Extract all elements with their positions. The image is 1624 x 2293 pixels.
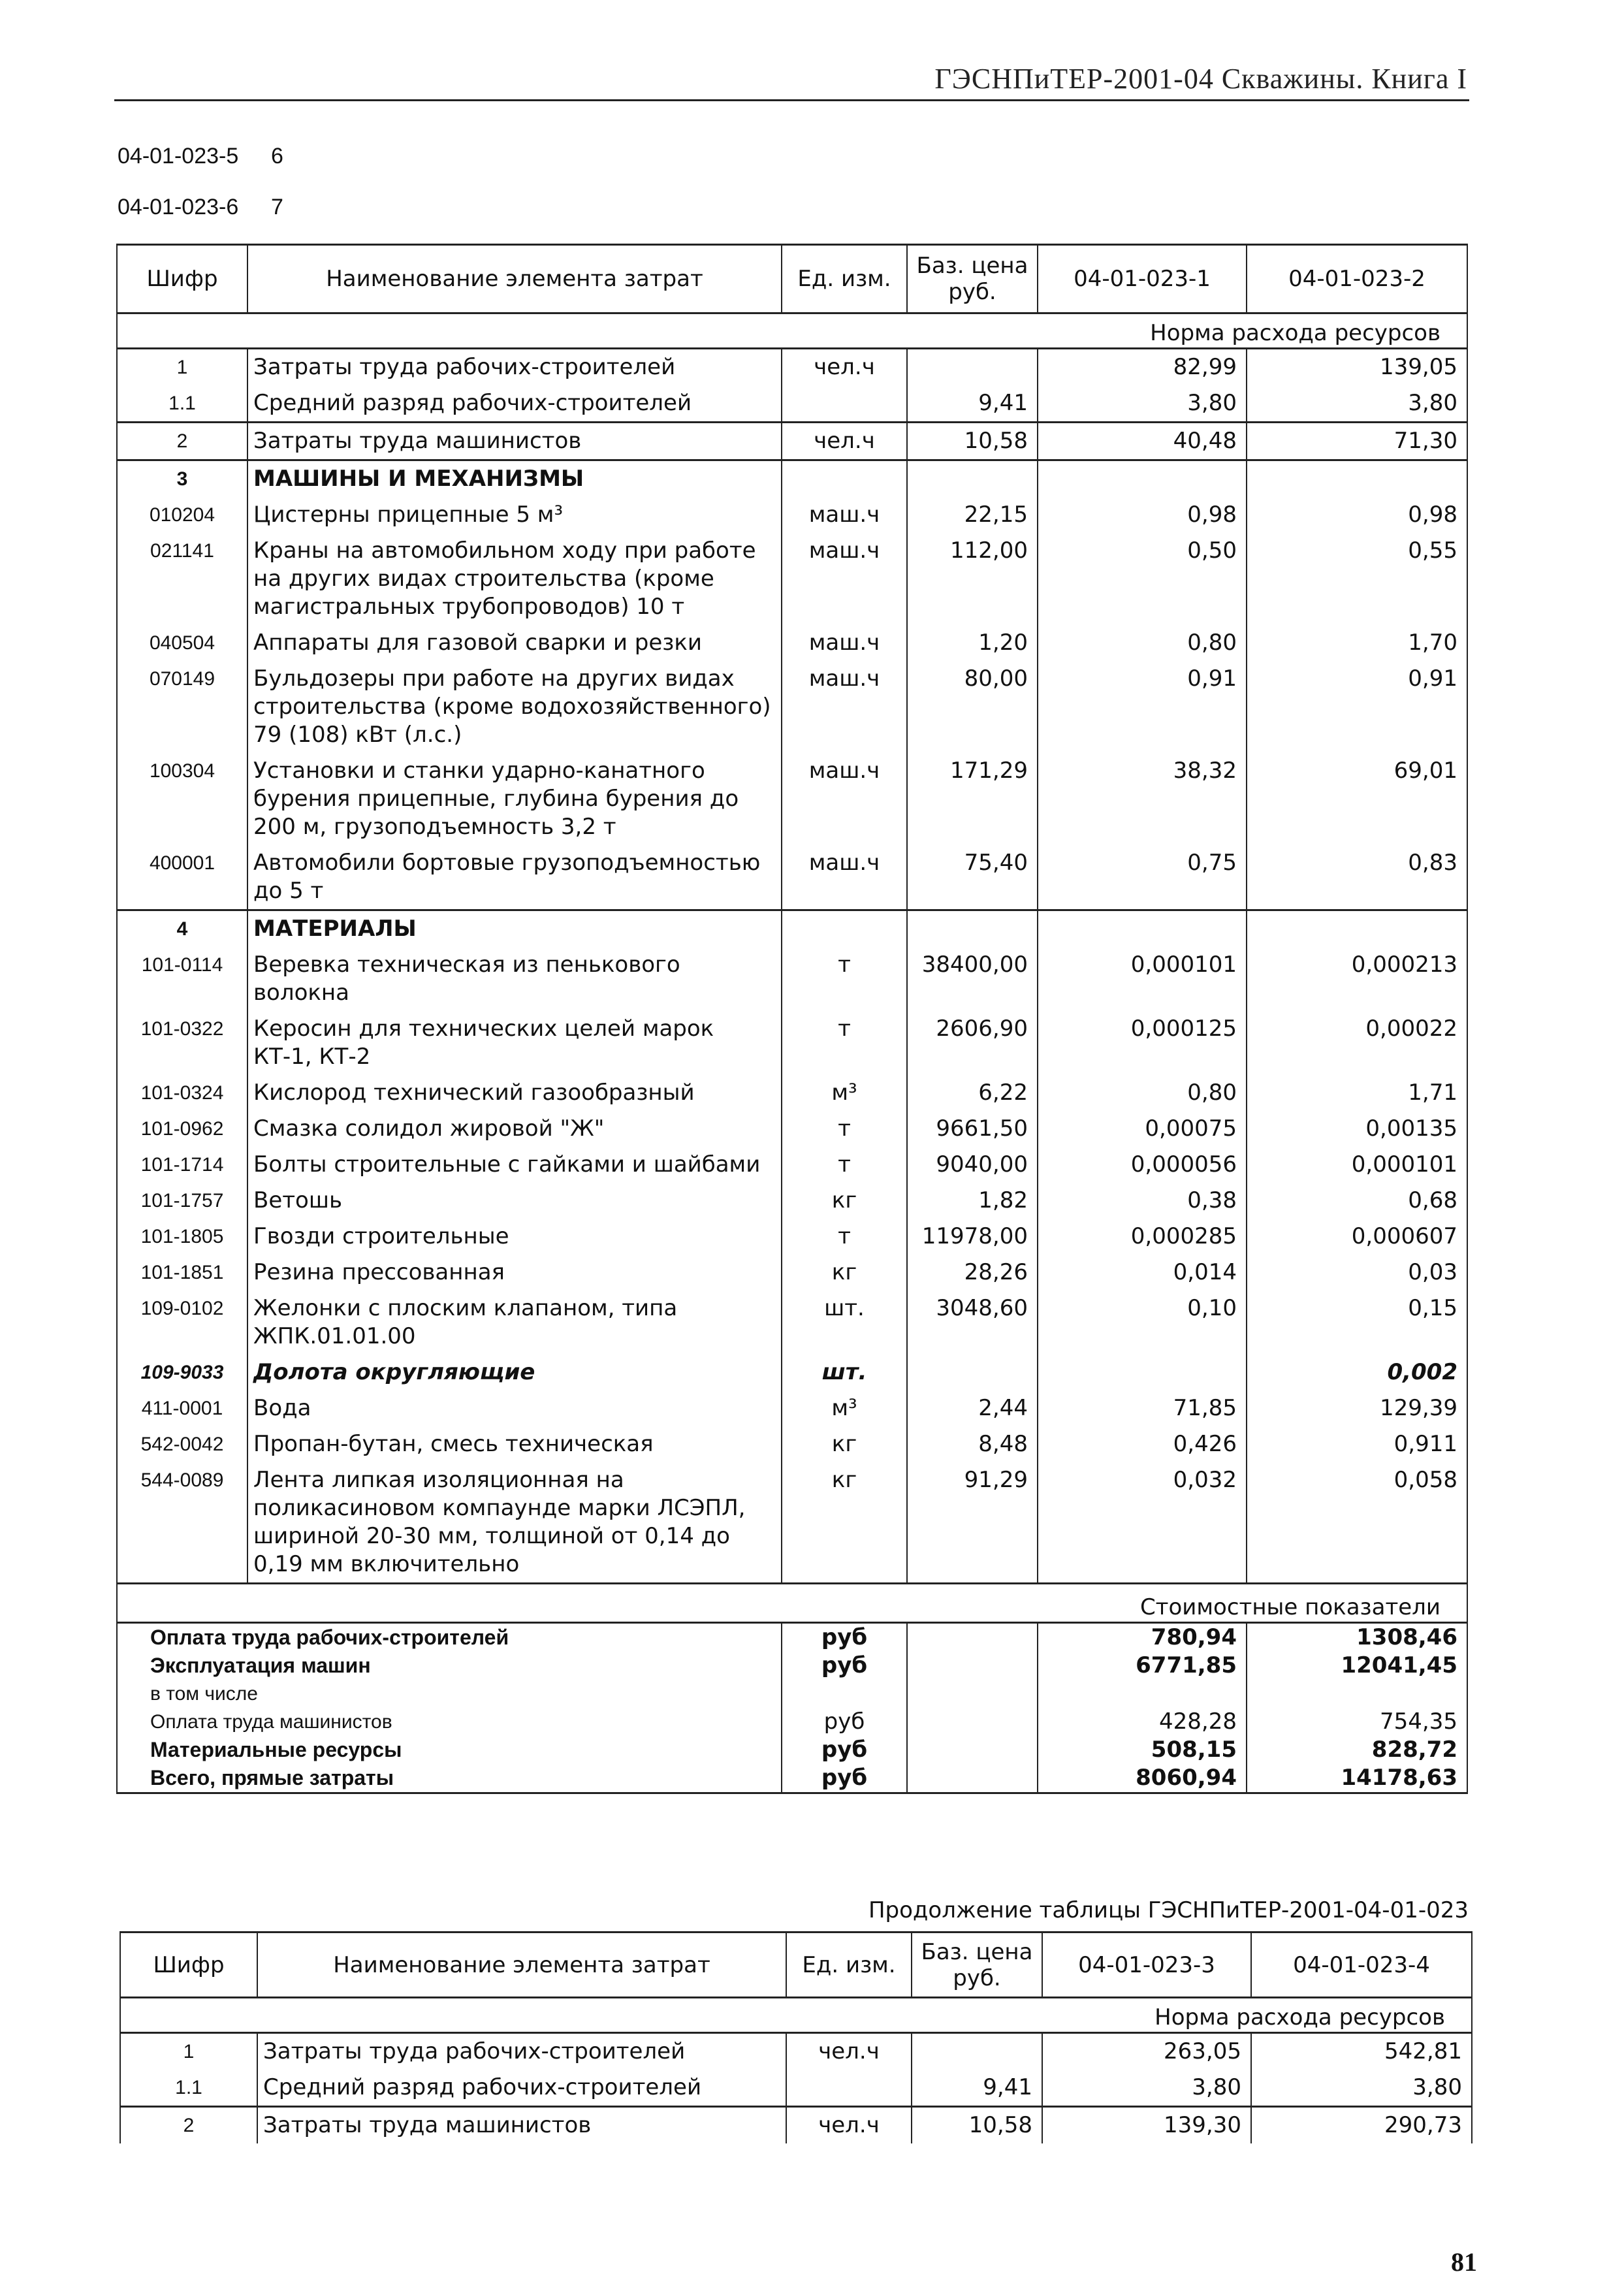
resource-code: 070149 <box>117 661 247 753</box>
resource-name: Гвозди строительные <box>247 1219 782 1255</box>
resource-norm-1: 0,000101 <box>1038 947 1247 1011</box>
resource-price: 171,29 <box>907 753 1038 845</box>
cost-value-2: 828,72 <box>1247 1736 1467 1764</box>
resource-unit: кг <box>782 1462 907 1584</box>
resource-norm-1: 0,50 <box>1038 533 1247 625</box>
section-code: 3 <box>117 460 247 498</box>
resource-unit: м³ <box>782 1075 907 1111</box>
resource-norm-1: 0,75 <box>1038 845 1247 910</box>
resource-name: Затраты труда машинистов <box>247 423 782 460</box>
resource-norm-1: 38,32 <box>1038 753 1247 845</box>
resource-norm-1: 0,98 <box>1038 497 1247 533</box>
reference-number: 7 <box>271 195 283 219</box>
resource-row <box>117 533 1467 625</box>
resource-norm-1: 139,30 <box>1042 2107 1251 2144</box>
header-col1: 04-01-023-1 <box>1038 245 1247 313</box>
resource-name: Вода <box>247 1390 782 1426</box>
resource-norm-1: 0,80 <box>1038 1075 1247 1111</box>
cost-section-row <box>117 1584 1467 1623</box>
section-code: 4 <box>117 910 247 948</box>
resource-unit: м³ <box>782 1390 907 1426</box>
resource-norm-2: 0,058 <box>1247 1462 1467 1584</box>
cost-row <box>117 1708 1467 1736</box>
resource-code: 1.1 <box>117 385 247 423</box>
resource-table-2 <box>119 1931 1473 2143</box>
resource-price: 9,41 <box>907 385 1038 423</box>
resource-norm-2: 3,80 <box>1251 2070 1472 2107</box>
cost-price-empty <box>907 1680 1038 1708</box>
resource-code: 101-0114 <box>117 947 247 1011</box>
resource-norm-2: 0,55 <box>1247 533 1467 625</box>
resource-norm-1: 0,000056 <box>1038 1147 1247 1183</box>
resource-code: 100304 <box>117 753 247 845</box>
resource-code: 411-0001 <box>117 1390 247 1426</box>
resource-unit: чел.ч <box>786 2107 912 2144</box>
cost-label: Оплата труда машинистов <box>117 1708 782 1736</box>
machines-title-row <box>117 460 1467 498</box>
cost-value-2: 12041,45 <box>1247 1652 1467 1680</box>
resource-code: 109-0102 <box>117 1291 247 1355</box>
resource-price: 3048,60 <box>907 1291 1038 1355</box>
resource-norm-2: 0,15 <box>1247 1291 1467 1355</box>
resource-row <box>117 1075 1467 1111</box>
resource-price: 2,44 <box>907 1390 1038 1426</box>
resource-name: Резина прессованная <box>247 1255 782 1291</box>
norm-label: Норма расхода ресурсов <box>120 1998 1472 2033</box>
resource-row <box>117 661 1467 753</box>
resource-row <box>117 423 1467 460</box>
resource-price: 22,15 <box>907 497 1038 533</box>
table-header-row <box>120 1932 1472 1998</box>
resource-norm-1: 0,91 <box>1038 661 1247 753</box>
resource-unit: чел.ч <box>786 2033 912 2070</box>
resource-norm-2: 1,70 <box>1247 625 1467 661</box>
resource-norm-2: 0,00022 <box>1247 1011 1467 1075</box>
resource-norm-2: 0,83 <box>1247 845 1467 910</box>
continuation-caption: Продолжение таблицы ГЭСНПиТЕР-2001-04-01-023 <box>868 1897 1469 1923</box>
norm-section-row <box>117 313 1467 349</box>
resource-name: Цистерны прицепные 5 м³ <box>247 497 782 533</box>
resource-row <box>117 1219 1467 1255</box>
resource-norm-2: 0,911 <box>1247 1426 1467 1462</box>
norm-label: Норма расхода ресурсов <box>117 313 1467 349</box>
resource-row <box>117 1255 1467 1291</box>
resource-norm-2: 71,30 <box>1247 423 1467 460</box>
resource-name: Установки и станки ударно-канатного бурения прицепные, глубина бурения до 200 м, грузоподъемность 3,2 т <box>247 753 782 845</box>
resource-norm-2: 139,05 <box>1247 349 1467 386</box>
page-number: 81 <box>1451 2247 1477 2277</box>
resource-unit: маш.ч <box>782 753 907 845</box>
header-rule <box>114 99 1469 101</box>
resource-table-1 <box>116 244 1468 1794</box>
reference-list <box>118 144 283 246</box>
resource-norm-2: 1,71 <box>1247 1075 1467 1111</box>
cost-row <box>117 1652 1467 1680</box>
cost-unit: руб <box>782 1652 907 1680</box>
cost-label: Всего, прямые затраты <box>117 1764 782 1793</box>
resource-row <box>117 947 1467 1011</box>
resource-norm-2: 0,00135 <box>1247 1111 1467 1147</box>
cost-unit: руб <box>782 1764 907 1793</box>
resource-row <box>117 1390 1467 1426</box>
resource-unit: т <box>782 1219 907 1255</box>
resource-price: 1,20 <box>907 625 1038 661</box>
resource-name: Лента липкая изоляционная на поликасиновом компаунде марки ЛСЭПЛ, шириной 20-30 мм, толщиной от 0,14 до 0,19 мм включительно <box>247 1462 782 1584</box>
header-unit: Ед. изм. <box>782 245 907 313</box>
cost-row <box>117 1736 1467 1764</box>
cost-label: Стоимостные показатели <box>117 1584 1467 1623</box>
resource-name: Затраты труда машинистов <box>257 2107 786 2144</box>
cost-value-1: 6771,85 <box>1038 1652 1247 1680</box>
resource-price: 112,00 <box>907 533 1038 625</box>
resource-row <box>117 1011 1467 1075</box>
resource-norm-1: 0,426 <box>1038 1426 1247 1462</box>
resource-row <box>117 1111 1467 1147</box>
resource-norm-1: 0,80 <box>1038 625 1247 661</box>
resource-row <box>117 845 1467 910</box>
resource-norm-1: 263,05 <box>1042 2033 1251 2070</box>
resource-norm-2: 542,81 <box>1251 2033 1472 2070</box>
resource-norm-1: 0,014 <box>1038 1255 1247 1291</box>
running-header: ГЭСНПиТЕР-2001-04 Скважины. Книга I <box>934 63 1467 95</box>
resource-row <box>117 1147 1467 1183</box>
cost-unit: руб <box>782 1623 907 1652</box>
resource-norm-2: 0,002 <box>1247 1355 1467 1390</box>
resource-code: 544-0089 <box>117 1462 247 1584</box>
header-col2: 04-01-023-2 <box>1247 245 1467 313</box>
resource-norm-2: 129,39 <box>1247 1390 1467 1426</box>
header-col1: 04-01-023-3 <box>1042 1932 1251 1998</box>
reference-row <box>118 195 283 246</box>
cost-value-2: 754,35 <box>1247 1708 1467 1736</box>
resource-unit: кг <box>782 1255 907 1291</box>
resource-norm-1: 0,000125 <box>1038 1011 1247 1075</box>
resource-name: Аппараты для газовой сварки и резки <box>247 625 782 661</box>
resource-code: 101-0322 <box>117 1011 247 1075</box>
resource-price: 28,26 <box>907 1255 1038 1291</box>
cost-label: Оплата труда рабочих-строителей <box>117 1623 782 1652</box>
resource-code: 101-1805 <box>117 1219 247 1255</box>
header-code: Шифр <box>117 245 247 313</box>
resource-name: Смазка солидол жировой "Ж" <box>247 1111 782 1147</box>
cost-value-1: 8060,94 <box>1038 1764 1247 1793</box>
header-name: Наименование элемента затрат <box>247 245 782 313</box>
section-title: МАТЕРИАЛЫ <box>247 910 782 948</box>
cost-price-empty <box>907 1708 1038 1736</box>
resource-code: 101-1757 <box>117 1183 247 1219</box>
resource-unit: маш.ч <box>782 533 907 625</box>
resource-name: Затраты труда рабочих-строителей <box>247 349 782 386</box>
resource-name: Кислород технический газообразный <box>247 1075 782 1111</box>
section-title: МАШИНЫ И МЕХАНИЗМЫ <box>247 460 782 498</box>
resource-unit: т <box>782 1111 907 1147</box>
resource-name: Веревка техническая из пенькового волокна <box>247 947 782 1011</box>
resource-code: 1 <box>120 2033 257 2070</box>
resource-name: Ветошь <box>247 1183 782 1219</box>
cost-value-1: 428,28 <box>1038 1708 1247 1736</box>
resource-name: Средний разряд рабочих-строителей <box>247 385 782 423</box>
resource-code: 101-1851 <box>117 1255 247 1291</box>
cost-price-empty <box>907 1736 1038 1764</box>
reference-row <box>118 144 283 195</box>
cost-unit: руб <box>782 1708 907 1736</box>
materials-title-row <box>117 910 1467 948</box>
table-header-row <box>117 245 1467 313</box>
resource-norm-1: 3,80 <box>1042 2070 1251 2107</box>
resource-unit: кг <box>782 1183 907 1219</box>
reference-code: 04-01-023-6 <box>118 195 239 219</box>
resource-norm-2: 0,03 <box>1247 1255 1467 1291</box>
resource-price: 9,41 <box>912 2070 1042 2107</box>
resource-code: 400001 <box>117 845 247 910</box>
resource-row <box>117 1183 1467 1219</box>
resource-price <box>912 2033 1042 2070</box>
resource-row <box>117 753 1467 845</box>
resource-name: Желонки с плоским клапаном, типа ЖПК.01.01.00 <box>247 1291 782 1355</box>
resource-norm-2: 0,000213 <box>1247 947 1467 1011</box>
header-name: Наименование элемента затрат <box>257 1932 786 1998</box>
resource-name: Керосин для технических целей марок КТ-1, КТ-2 <box>247 1011 782 1075</box>
resource-name: Средний разряд рабочих-строителей <box>257 2070 786 2107</box>
resource-norm-2: 69,01 <box>1247 753 1467 845</box>
resource-norm-2: 0,000101 <box>1247 1147 1467 1183</box>
resource-name: Болты строительные с гайками и шайбами <box>247 1147 782 1183</box>
resource-price: 11978,00 <box>907 1219 1038 1255</box>
resource-price: 2606,90 <box>907 1011 1038 1075</box>
resource-row <box>117 1426 1467 1462</box>
resource-row <box>117 385 1467 423</box>
resource-code: 010204 <box>117 497 247 533</box>
resource-code: 021141 <box>117 533 247 625</box>
resource-norm-1: 0,10 <box>1038 1291 1247 1355</box>
resource-row <box>117 1291 1467 1355</box>
resource-row <box>117 625 1467 661</box>
cost-label: Эксплуатация машин <box>117 1652 782 1680</box>
resource-unit: маш.ч <box>782 845 907 910</box>
cost-price-empty <box>907 1764 1038 1793</box>
resource-name: Краны на автомобильном ходу при работе на других видах строительства (кроме магистральных трубопроводов) 10 т <box>247 533 782 625</box>
resource-price: 10,58 <box>912 2107 1042 2144</box>
resource-norm-1: 82,99 <box>1038 349 1247 386</box>
reference-code: 04-01-023-5 <box>118 144 239 168</box>
reference-number: 6 <box>271 144 283 168</box>
header-unit: Ед. изм. <box>786 1932 912 1998</box>
resource-norm-2: 0,91 <box>1247 661 1467 753</box>
resource-unit <box>786 2070 912 2107</box>
resource-unit: маш.ч <box>782 625 907 661</box>
resource-norm-1: 40,48 <box>1038 423 1247 460</box>
resource-norm-1: 0,032 <box>1038 1462 1247 1584</box>
resource-price <box>907 349 1038 386</box>
resource-unit: чел.ч <box>782 349 907 386</box>
resource-norm-1: 71,85 <box>1038 1390 1247 1426</box>
cost-row <box>117 1623 1467 1652</box>
resource-unit: шт. <box>782 1355 907 1390</box>
resource-code: 109-9033 <box>117 1355 247 1390</box>
cost-label: в том числе <box>117 1680 782 1708</box>
resource-price: 80,00 <box>907 661 1038 753</box>
norm-section-row <box>120 1998 1472 2033</box>
resource-price: 91,29 <box>907 1462 1038 1584</box>
cost-unit <box>782 1680 907 1708</box>
resource-code: 101-0324 <box>117 1075 247 1111</box>
resource-code: 040504 <box>117 625 247 661</box>
resource-name: Затраты труда рабочих-строителей <box>257 2033 786 2070</box>
resource-unit: т <box>782 1011 907 1075</box>
cost-label: Материальные ресурсы <box>117 1736 782 1764</box>
resource-price: 38400,00 <box>907 947 1038 1011</box>
cost-value-1: 780,94 <box>1038 1623 1247 1652</box>
cost-value-1: 508,15 <box>1038 1736 1247 1764</box>
resource-norm-1 <box>1038 1355 1247 1390</box>
resource-price: 1,82 <box>907 1183 1038 1219</box>
cost-unit: руб <box>782 1736 907 1764</box>
resource-row <box>120 2033 1472 2070</box>
resource-norm-2: 0,68 <box>1247 1183 1467 1219</box>
resource-unit: кг <box>782 1426 907 1462</box>
resource-name: Бульдозеры при работе на других видах строительства (кроме водохозяйственного) 79 (108) кВт (л.с.) <box>247 661 782 753</box>
cost-value-2 <box>1247 1680 1467 1708</box>
cost-value-1 <box>1038 1680 1247 1708</box>
cost-value-2: 14178,63 <box>1247 1764 1467 1793</box>
resource-unit: чел.ч <box>782 423 907 460</box>
cost-value-2: 1308,46 <box>1247 1623 1467 1652</box>
resource-unit: маш.ч <box>782 661 907 753</box>
resource-code: 2 <box>117 423 247 460</box>
resource-price: 9040,00 <box>907 1147 1038 1183</box>
resource-code: 542-0042 <box>117 1426 247 1462</box>
resource-row <box>120 2107 1472 2144</box>
header-col2: 04-01-023-4 <box>1251 1932 1472 1998</box>
header-code: Шифр <box>120 1932 257 1998</box>
resource-code: 1.1 <box>120 2070 257 2107</box>
resource-row <box>117 1462 1467 1584</box>
resource-code: 101-0962 <box>117 1111 247 1147</box>
resource-code: 1 <box>117 349 247 386</box>
resource-price: 8,48 <box>907 1426 1038 1462</box>
resource-unit: т <box>782 947 907 1011</box>
resource-code: 101-1714 <box>117 1147 247 1183</box>
resource-row <box>117 349 1467 386</box>
resource-name: Пропан-бутан, смесь техническая <box>247 1426 782 1462</box>
resource-price: 6,22 <box>907 1075 1038 1111</box>
resource-price: 10,58 <box>907 423 1038 460</box>
resource-norm-1: 0,00075 <box>1038 1111 1247 1147</box>
resource-unit <box>782 385 907 423</box>
resource-norm-2: 0,98 <box>1247 497 1467 533</box>
resource-price: 75,40 <box>907 845 1038 910</box>
resource-norm-1: 0,38 <box>1038 1183 1247 1219</box>
cost-price-empty <box>907 1652 1038 1680</box>
cost-row <box>117 1764 1467 1793</box>
resource-unit: шт. <box>782 1291 907 1355</box>
resource-price <box>907 1355 1038 1390</box>
resource-name: Долота округляющие <box>247 1355 782 1390</box>
resource-row <box>120 2070 1472 2107</box>
resource-norm-1: 3,80 <box>1038 385 1247 423</box>
resource-row <box>117 497 1467 533</box>
resource-code: 2 <box>120 2107 257 2144</box>
header-price: Баз. цена руб. <box>912 1932 1042 1998</box>
cost-row <box>117 1680 1467 1708</box>
resource-norm-2: 0,000607 <box>1247 1219 1467 1255</box>
resource-norm-2: 290,73 <box>1251 2107 1472 2144</box>
resource-norm-2: 3,80 <box>1247 385 1467 423</box>
resource-row <box>117 1355 1467 1390</box>
resource-unit: т <box>782 1147 907 1183</box>
resource-norm-1: 0,000285 <box>1038 1219 1247 1255</box>
cost-price-empty <box>907 1623 1038 1652</box>
resource-name: Автомобили бортовые грузоподъемностью до 5 т <box>247 845 782 910</box>
resource-price: 9661,50 <box>907 1111 1038 1147</box>
resource-unit: маш.ч <box>782 497 907 533</box>
header-price: Баз. цена руб. <box>907 245 1038 313</box>
